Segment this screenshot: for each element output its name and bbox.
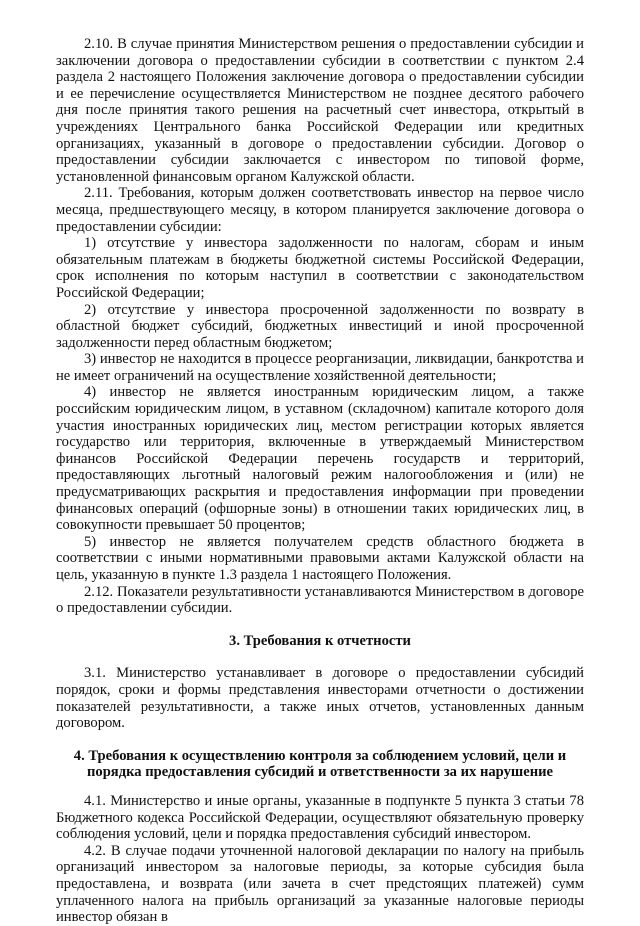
section-4-heading-line1: 4. Требования к осуществлению контроля за соблюдением условий, цели и <box>73 747 567 764</box>
paragraph-2-11: 2.11. Требования, которым должен соответствовать инвестор на первое число месяца, предшествующего месяцу, в котором планируется заключение договора о предоставлении субсидии: <box>56 185 584 235</box>
paragraph-2-10: 2.10. В случае принятия Министерством решения о предоставлении субсидии и заключении договора о предоставлении субсидии в соответствии с пунктом 2.4 раздела 2 настоящего Положения заключение договора о предоставлении субсидии и ее перечисление осуществляется Министерством не позднее десятого рабочего дня после принятия такого решения на расчетный счет инвестора, открытый в учреждениях Центрального банка Российской Федерации или кредитных организациях, указанный в договоре о предоставлении субсидии. Договор о предоставлении субсидии заключается с инвестором по типовой форме, установленной финансовым органом Калужской области. <box>56 36 584 185</box>
list-item-2: 2) отсутствие у инвестора просроченной задолженности по возврату в областной бюджет субсидий, бюджетных инвестиций и иной просроченной задолженности перед областным бюджетом; <box>56 301 584 351</box>
paragraph-4-2: 4.2. В случае подачи уточненной налоговой декларации по налогу на прибыль организаций инвестором за налоговые периоды, за которые субсидия была предоставлена, и возврата (или зачета в счет предстоящих платежей) сумм уплаченного налога на прибыль организаций за указанные налоговые периоды инвестор обязан в <box>56 842 584 926</box>
section-4-heading-line2: порядка предоставления субсидий и ответственности за их нарушение <box>86 764 554 781</box>
paragraph-2-12: 2.12. Показатели результативности устанавливаются Министерством в договоре о предоставлении субсидии. <box>56 583 584 617</box>
paragraph-3-1: 3.1. Министерство устанавливает в договоре о предоставлении субсидий порядок, сроки и формы представления инвесторами отчетности о достижении показателей результативности, а также иных отчетов, установленных данным договором. <box>56 665 584 732</box>
paragraph-4-1: 4.1. Министерство и иные органы, указанные в подпункте 5 пункта 3 статьи 78 Бюджетного кодекса Российской Федерации, осуществляют обязательную проверку соблюдения условий, цели и порядка предоставления субсидий инвестором. <box>56 792 584 843</box>
list-item-4: 4) инвестор не является иностранным юридическим лицом, а также российским юридическим лицом, в уставном (складочном) капитале которого доля участия иностранных юридических лиц, местом регистрации которых является государство или территория, включенные в утверждаемый Министерством финансов Российской Федерации перечень государств и территорий, предоставляющих льготный налоговый режим налогообложения и (или) не предусматривающих раскрытия и предоставления информации при проведении финансовых операций (офшорные зоны) в отношении таких юридических лиц, в совокупности превышает 50 процентов; <box>56 384 584 534</box>
section-3-heading: 3. Требования к отчетности <box>229 632 411 649</box>
list-item-1: 1) отсутствие у инвестора задолженности по налогам, сборам и иным обязательным платежам в бюджеты бюджетной системы Российской Федерации, срок исполнения по которым наступил в соответствии с законодательством Российской Федерации; <box>56 235 584 301</box>
list-item-3: 3) инвестор не находится в процессе реорганизации, ликвидации, банкротства и не имеет ограничений на осуществление хозяйственной деятельности; <box>56 351 584 384</box>
document-page <box>56 36 584 926</box>
list-item-5: 5) инвестор не является получателем средств областного бюджета в соответствии с иными нормативными правовыми актами Калужской области на цель, указанную в пункте 1.3 раздела 1 настоящего Положения. <box>56 533 584 583</box>
